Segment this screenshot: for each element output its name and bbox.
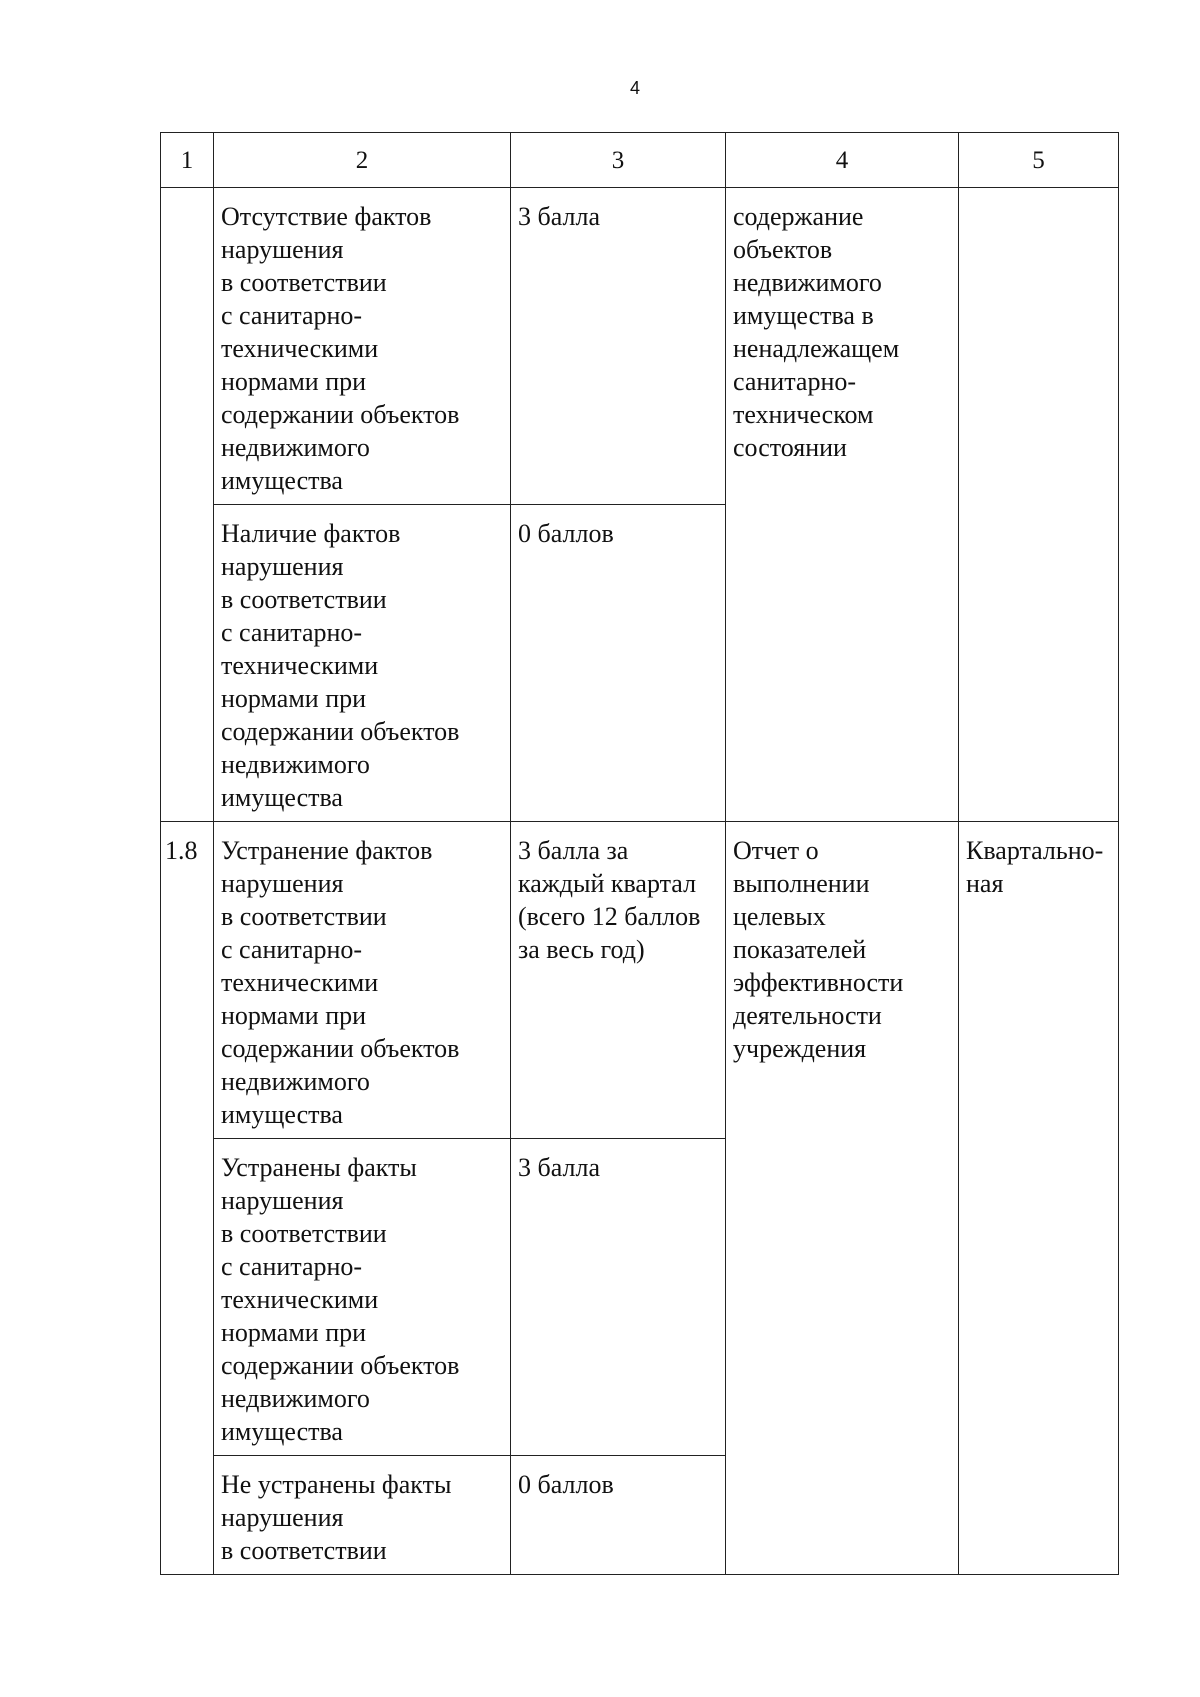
table-header-row xyxy=(161,133,1119,188)
score-text: 3 балла за каждый квартал (всего 12 баллов за весь год) xyxy=(518,836,701,964)
score-cell xyxy=(511,1139,726,1456)
page-number: 4 xyxy=(629,78,640,98)
table-row xyxy=(161,188,1119,505)
source-cell xyxy=(726,188,959,822)
header-col-1: 1 xyxy=(161,133,214,188)
score-text: 0 баллов xyxy=(518,1470,614,1499)
score-text: 3 балла xyxy=(518,1153,600,1182)
criterion-cell xyxy=(214,505,511,822)
source-text: Отчет о выполнении целевых показателей эффективности деятельности учреждения xyxy=(733,836,904,1063)
criterion-text: Отсутствие фактов нарушения в соответствии с санитарно- техническими нормами при содержании объектов недвижимого имущества xyxy=(221,202,460,495)
periodicity-cell xyxy=(959,188,1119,822)
criterion-text: Не устранены факты нарушения в соответствии xyxy=(221,1470,452,1565)
header-col-2: 2 xyxy=(214,133,511,188)
score-cell xyxy=(511,822,726,1139)
source-text: содержание объектов недвижимого имущества в ненадлежащем санитарно- техническом состоянии xyxy=(733,202,900,462)
score-cell xyxy=(511,505,726,822)
criterion-text: Наличие фактов нарушения в соответствии с санитарно- техническими нормами при содержании объектов недвижимого имущества xyxy=(221,519,460,812)
table-row xyxy=(161,822,1119,1139)
header-col-4: 4 xyxy=(726,133,959,188)
indicators-table xyxy=(160,132,1119,1575)
header-col-3: 3 xyxy=(511,133,726,188)
score-cell xyxy=(511,188,726,505)
criterion-cell xyxy=(214,1456,511,1575)
row-number-cell xyxy=(161,188,214,822)
periodicity-text: Квартально- ная xyxy=(966,836,1104,898)
criterion-text: Устранены факты нарушения в соответствии с санитарно- техническими нормами при содержании объектов недвижимого имущества xyxy=(221,1153,460,1446)
criterion-cell xyxy=(214,188,511,505)
source-cell xyxy=(726,822,959,1575)
score-text: 0 баллов xyxy=(518,519,614,548)
score-text: 3 балла xyxy=(518,202,600,231)
criterion-text: Устранение фактов нарушения в соответствии с санитарно- техническими нормами при содержании объектов недвижимого имущества xyxy=(221,836,460,1129)
header-col-5: 5 xyxy=(959,133,1119,188)
criterion-cell xyxy=(214,822,511,1139)
periodicity-cell xyxy=(959,822,1119,1575)
score-cell xyxy=(511,1456,726,1575)
criterion-cell xyxy=(214,1139,511,1456)
row-number-cell: 1.8 xyxy=(161,822,214,1575)
